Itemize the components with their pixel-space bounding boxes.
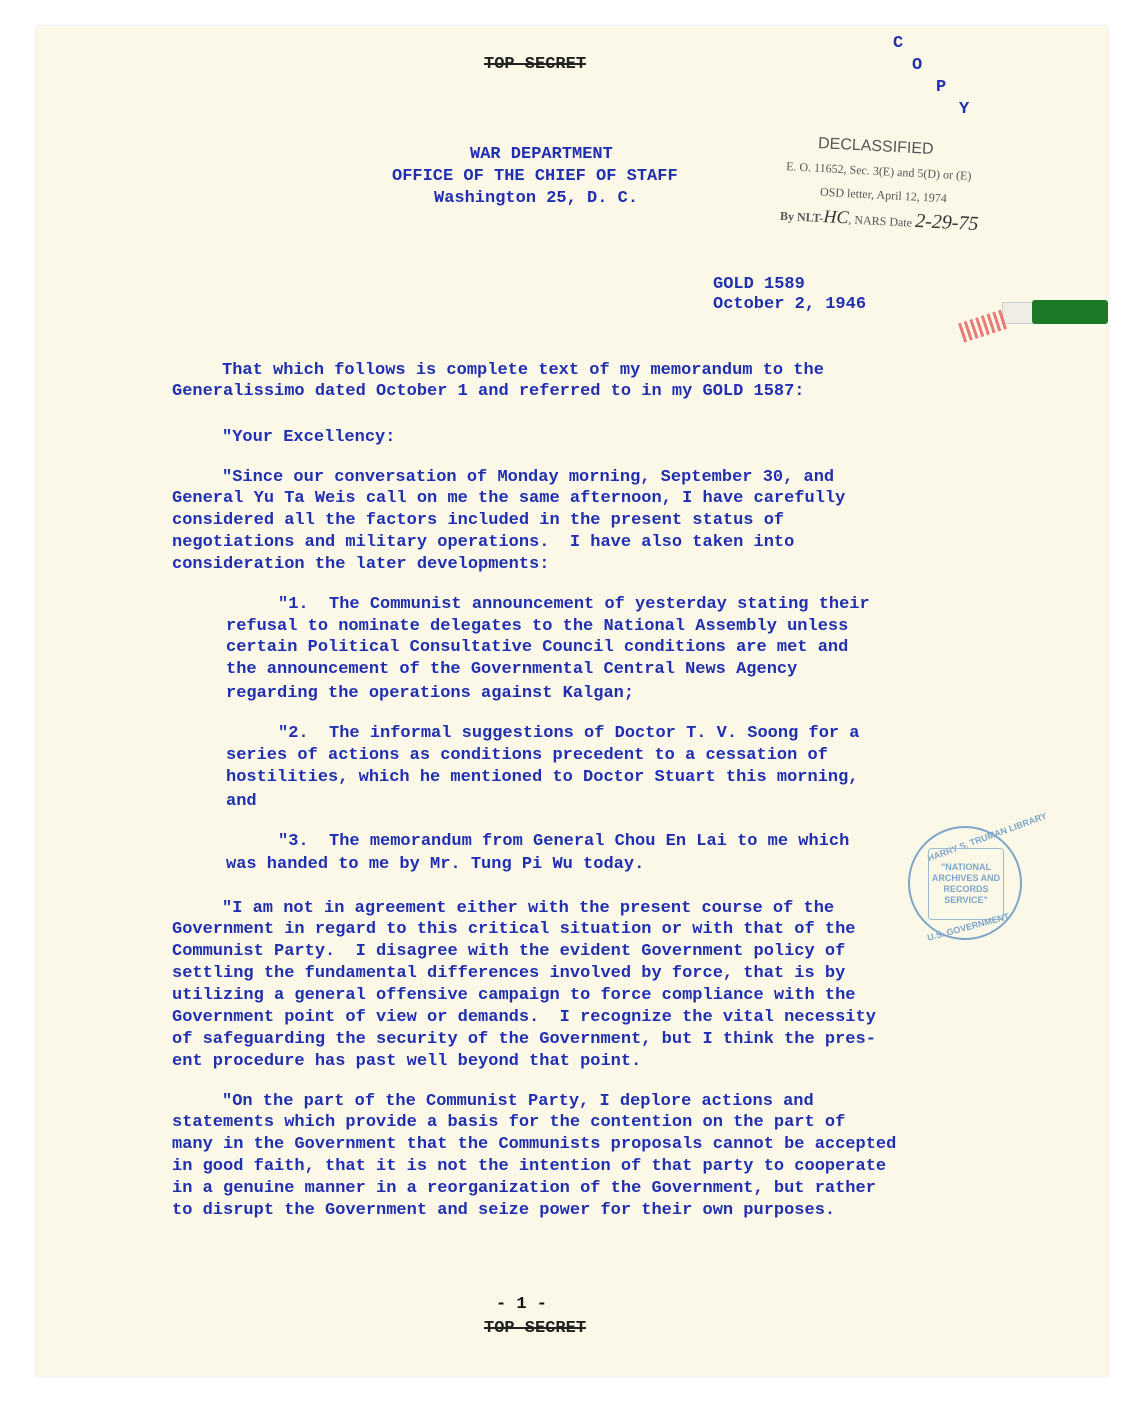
para1-line-3: considered all the factors included in the present status of xyxy=(172,511,785,530)
para1-line-5: consideration the later developments: xyxy=(172,555,550,574)
copy-mark-c: C xyxy=(893,34,904,53)
para3-line-2: statements which provide a basis for the contention on the part of xyxy=(172,1113,846,1132)
header-line-1: WAR DEPARTMENT xyxy=(470,145,613,164)
reference-date: October 2, 1946 xyxy=(713,295,867,314)
copy-mark-p: P xyxy=(936,78,947,97)
copy-mark-y: Y xyxy=(959,100,970,119)
para2-line-3: Communist Party. I disagree with the evident Government policy of xyxy=(172,942,846,961)
item1-line-1: "1. The Communist announcement of yesterday stating their xyxy=(278,595,870,614)
paper-tab-green xyxy=(1032,300,1108,324)
para2-line-5: utilizing a general offensive campaign to force compliance with the xyxy=(172,986,856,1005)
item1-line-2: refusal to nominate delegates to the National Assembly unless xyxy=(226,617,849,636)
para3-line-4: in good faith, that it is not the intention of that party to cooperate xyxy=(172,1157,887,1176)
para1-line-4: negotiations and military operations. I have also taken into xyxy=(172,533,795,552)
classification-top: TOP SECRET xyxy=(484,55,587,74)
declassified-stamp-title: DECLASSIFIED xyxy=(817,134,934,159)
declassified-stamp-line-1: E. O. 11652, Sec. 3(E) and 5(D) or (E) xyxy=(785,159,972,183)
copy-mark-o: O xyxy=(912,56,923,75)
reference-number: GOLD 1589 xyxy=(713,275,805,294)
seal-inner-box xyxy=(928,848,1004,920)
seal-line-2: ARCHIVES AND xyxy=(931,873,1001,883)
item2-line-4: and xyxy=(226,792,257,811)
item1-line-5: regarding the operations against Kalgan; xyxy=(226,684,635,703)
item3-line-2: was handed to me by Mr. Tung Pi Wu today. xyxy=(226,855,645,874)
item1-line-4: the announcement of the Governmental Central News Agency xyxy=(226,660,798,679)
seal-bottom-text: U.S. GOVERNMENT xyxy=(926,911,1011,943)
item2-line-1: "2. The informal suggestions of Doctor T. V. Soong for a xyxy=(278,724,860,743)
library-seal-stamp xyxy=(908,810,1049,943)
para2-line-8: ent procedure has past well beyond that point. xyxy=(172,1052,642,1071)
para1-line-2: General Yu Ta Weis call on me the same afternoon, I have carefully xyxy=(172,489,846,508)
para3-line-1: "On the part of the Communist Party, I deplore actions and xyxy=(222,1092,814,1111)
header-line-3: Washington 25, D. C. xyxy=(434,189,639,208)
intro-line-2: Generalissimo dated October 1 and referred to in my GOLD 1587: xyxy=(172,382,805,401)
seal-line-3: RECORDS xyxy=(943,884,989,894)
item2-line-3: hostilities, which he mentioned to Doctor Stuart this morning, xyxy=(226,768,859,787)
seal-top-text: HARRY S. TRUMAN LIBRARY xyxy=(926,810,1049,864)
para2-line-1: "I am not in agreement either with the present course of the xyxy=(222,899,835,918)
intro-line-1: That which follows is complete text of my memorandum to the xyxy=(222,361,824,380)
seal-line-1: "NATIONAL xyxy=(940,862,992,872)
classification-bottom: TOP SECRET xyxy=(484,1319,587,1338)
stamp-date-handwritten: 2-29-75 xyxy=(914,209,979,236)
para1-line-1: "Since our conversation of Monday morning, September 30, and xyxy=(222,468,835,487)
para3-line-6: to disrupt the Government and seize power for their own purposes. xyxy=(172,1201,836,1220)
para2-line-2: Government in regard to this critical situation or with that of the xyxy=(172,920,856,939)
seal-line-4: SERVICE" xyxy=(944,895,988,905)
paper-tab-white xyxy=(1002,302,1036,324)
declassified-stamp-line-2: OSD letter, April 12, 1974 xyxy=(819,184,948,206)
para3-line-5: in a genuine manner in a reorganization of the Government, but rather xyxy=(172,1179,876,1198)
header-line-2: OFFICE OF THE CHIEF OF STAFF xyxy=(392,167,678,186)
para3-line-3: many in the Government that the Communists proposals cannot be accepted xyxy=(172,1135,897,1154)
para2-line-6: Government point of view or demands. I recognize the vital necessity xyxy=(172,1008,876,1027)
para2-line-4: settling the fundamental differences involved by force, that is by xyxy=(172,964,846,983)
para2-line-7: of safeguarding the security of the Government, but I think the pres- xyxy=(172,1030,876,1049)
stamp-date-label: , NARS Date xyxy=(848,212,913,230)
item2-line-2: series of actions as conditions precedent to a cessation of xyxy=(226,746,828,765)
item1-line-3: certain Political Consultative Council conditions are met and xyxy=(226,638,849,657)
stamp-by-signature: HC xyxy=(823,206,850,228)
page-number: - 1 - xyxy=(496,1295,548,1314)
salutation: "Your Excellency: xyxy=(222,428,396,447)
stamp-by-label: By NLT- xyxy=(779,208,824,226)
item3-line-1: "3. The memorandum from General Chou En Lai to me which xyxy=(278,832,850,851)
